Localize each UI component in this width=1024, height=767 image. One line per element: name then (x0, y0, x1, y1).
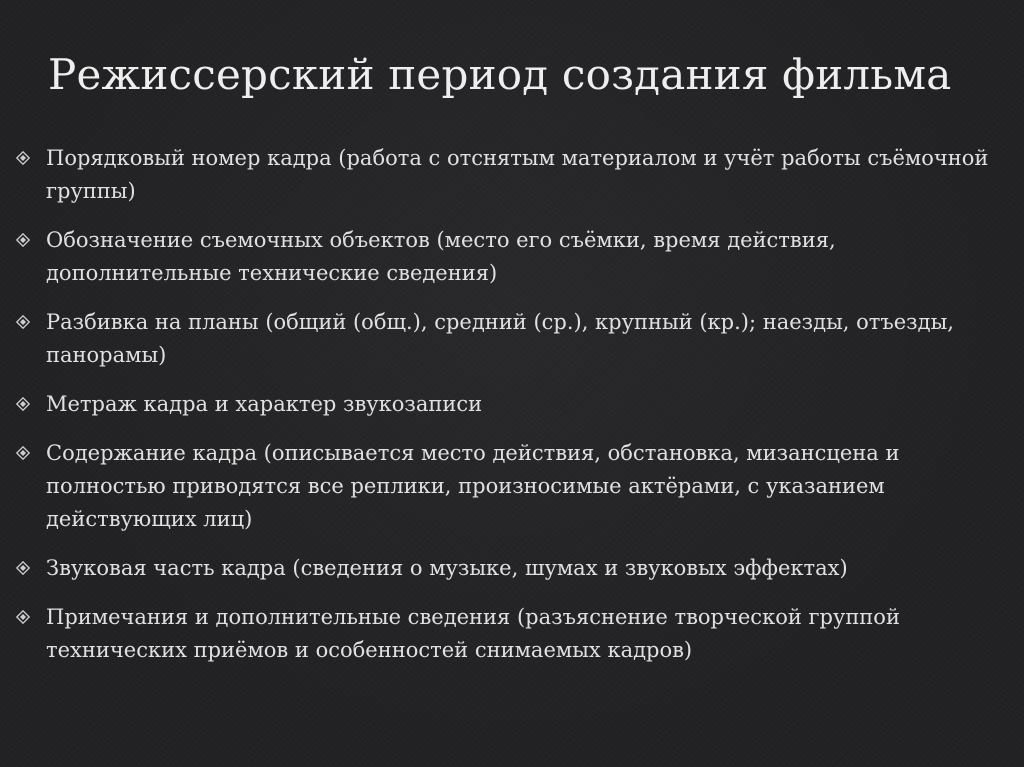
list-item-text: Звуковая часть кадра (сведения о музыке, шумах и звуковых эффектах) (46, 556, 848, 580)
list-item (14, 437, 1014, 536)
diamond-bullet-icon (16, 610, 30, 624)
list-item (14, 306, 1014, 372)
list-item-text: Примечания и дополнительные сведения (разъяснение творческой группой технических приёмов и особенностей снимаемых кадров) (46, 605, 900, 662)
bullet-list (14, 142, 1014, 683)
list-item-text: Содержание кадра (описывается место действия, обстановка, мизансцена и полностью приводятся все реплики, произносимые актёрами, с указанием действующих лиц) (46, 441, 900, 531)
diamond-bullet-icon (16, 397, 30, 411)
list-item-text: Порядковый номер кадра (работа с отснятым материалом и учёт работы съёмочной группы) (46, 146, 989, 203)
list-item (14, 388, 1014, 421)
diamond-bullet-icon (16, 446, 30, 460)
list-item (14, 601, 1014, 667)
list-item (14, 142, 1014, 208)
diamond-bullet-icon (16, 315, 30, 329)
list-item-text: Обозначение съемочных объектов (место его съёмки, время действия, дополнительные технические сведения) (46, 228, 836, 285)
slide-title: Режиссерский период создания фильма (48, 50, 952, 99)
list-item (14, 224, 1014, 290)
diamond-bullet-icon (16, 561, 30, 575)
list-item-text: Метраж кадра и характер звукозаписи (46, 392, 483, 416)
diamond-bullet-icon (16, 151, 30, 165)
list-item (14, 552, 1014, 585)
list-item-text: Разбивка на планы (общий (общ.), средний (ср.), крупный (кр.); наезды, отъезды, панорамы) (46, 310, 954, 367)
diamond-bullet-icon (16, 233, 30, 247)
